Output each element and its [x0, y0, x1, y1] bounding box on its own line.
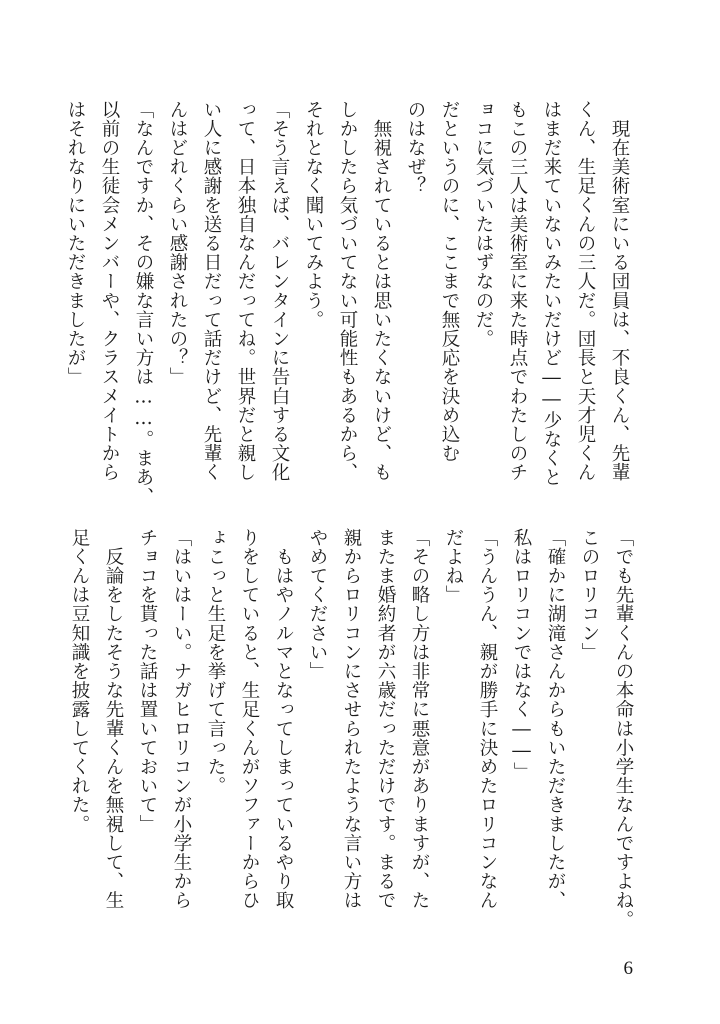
- text-line: しかしたら気づいてない可能性もあるから、: [337, 100, 358, 482]
- page-number: 6: [623, 958, 633, 979]
- text-line: チョコを貰った話は置いておいて」: [137, 528, 158, 834]
- text-line: はまだ来ていないみたいだけど――少なくと: [541, 100, 562, 487]
- text-line: 足くんは豆知識を披露してくれた。: [69, 528, 90, 834]
- text-line: くん、生足くんの三人だ。団長と天才児くん: [575, 100, 596, 482]
- text-line: 「その略し方は非常に悪意がありますが、た: [409, 528, 430, 910]
- text-line: 私はロリコンではなく――」: [511, 528, 532, 782]
- text-line: って、日本独自なんだってね。世界だと親し: [235, 100, 256, 482]
- text-block-lower: [62, 528, 640, 940]
- text-line: 以前の生徒会メンバーや、クラスメイトから: [99, 100, 120, 482]
- text-line: だよね」: [443, 528, 464, 605]
- text-line: はそれなりにいただきましたが」: [65, 100, 86, 387]
- text-line: 「でも先輩くんの本命は小学生なんですよね。: [613, 528, 634, 930]
- text-line: 反論をしたそうな先輩くんを無視して、生: [103, 528, 124, 910]
- text-line: ょこっと生足を挙げて言った。: [205, 528, 226, 796]
- text-line: 「うんうん、親が勝手に決めたロリコンなん: [477, 528, 498, 910]
- text-line: 「そう言えば、バレンタインに告白する文化: [269, 100, 290, 482]
- text-line: それとなく聞いてみよう。: [303, 100, 324, 330]
- text-line: りをしていると、生足くんがソファーからひ: [239, 528, 260, 910]
- text-line: のはなぜ？: [405, 100, 426, 196]
- text-line: んはどれくらい感謝されたの？」: [167, 100, 188, 387]
- text-line: このロリコン」: [579, 528, 600, 662]
- text-block-upper: [58, 100, 636, 507]
- text-line: 「なんですか、その嫌な言い方は……。まあ、: [133, 100, 154, 507]
- text-line: やめてください」: [307, 528, 328, 681]
- text-line: ョコに気づいたはずなのだ。: [473, 100, 494, 349]
- text-line: い人に感謝を送る日だって話だけど、先輩く: [201, 100, 222, 482]
- text-line: またま婚約者が六歳だっただけです。まるで: [375, 528, 396, 910]
- text-line: 無視されているとは思いたくないけど、も: [371, 100, 392, 482]
- text-line: もこの三人は美術室に来た時点でわたしのチ: [507, 100, 528, 482]
- text-line: 「確かに湖滝さんからもいただきましたが、: [545, 528, 566, 910]
- text-line: 現在美術室にいる団員は、不良くん、先輩: [609, 100, 630, 482]
- text-line: 親からロリコンにさせられたような言い方は: [341, 528, 362, 910]
- text-line: 「はいはーい。ナガヒロリコンが小学生から: [171, 528, 192, 910]
- text-line: もはやノルマとなってしまっているやり取: [273, 528, 294, 910]
- text-line: だというのに、ここまで無反応を決め込む: [439, 100, 460, 463]
